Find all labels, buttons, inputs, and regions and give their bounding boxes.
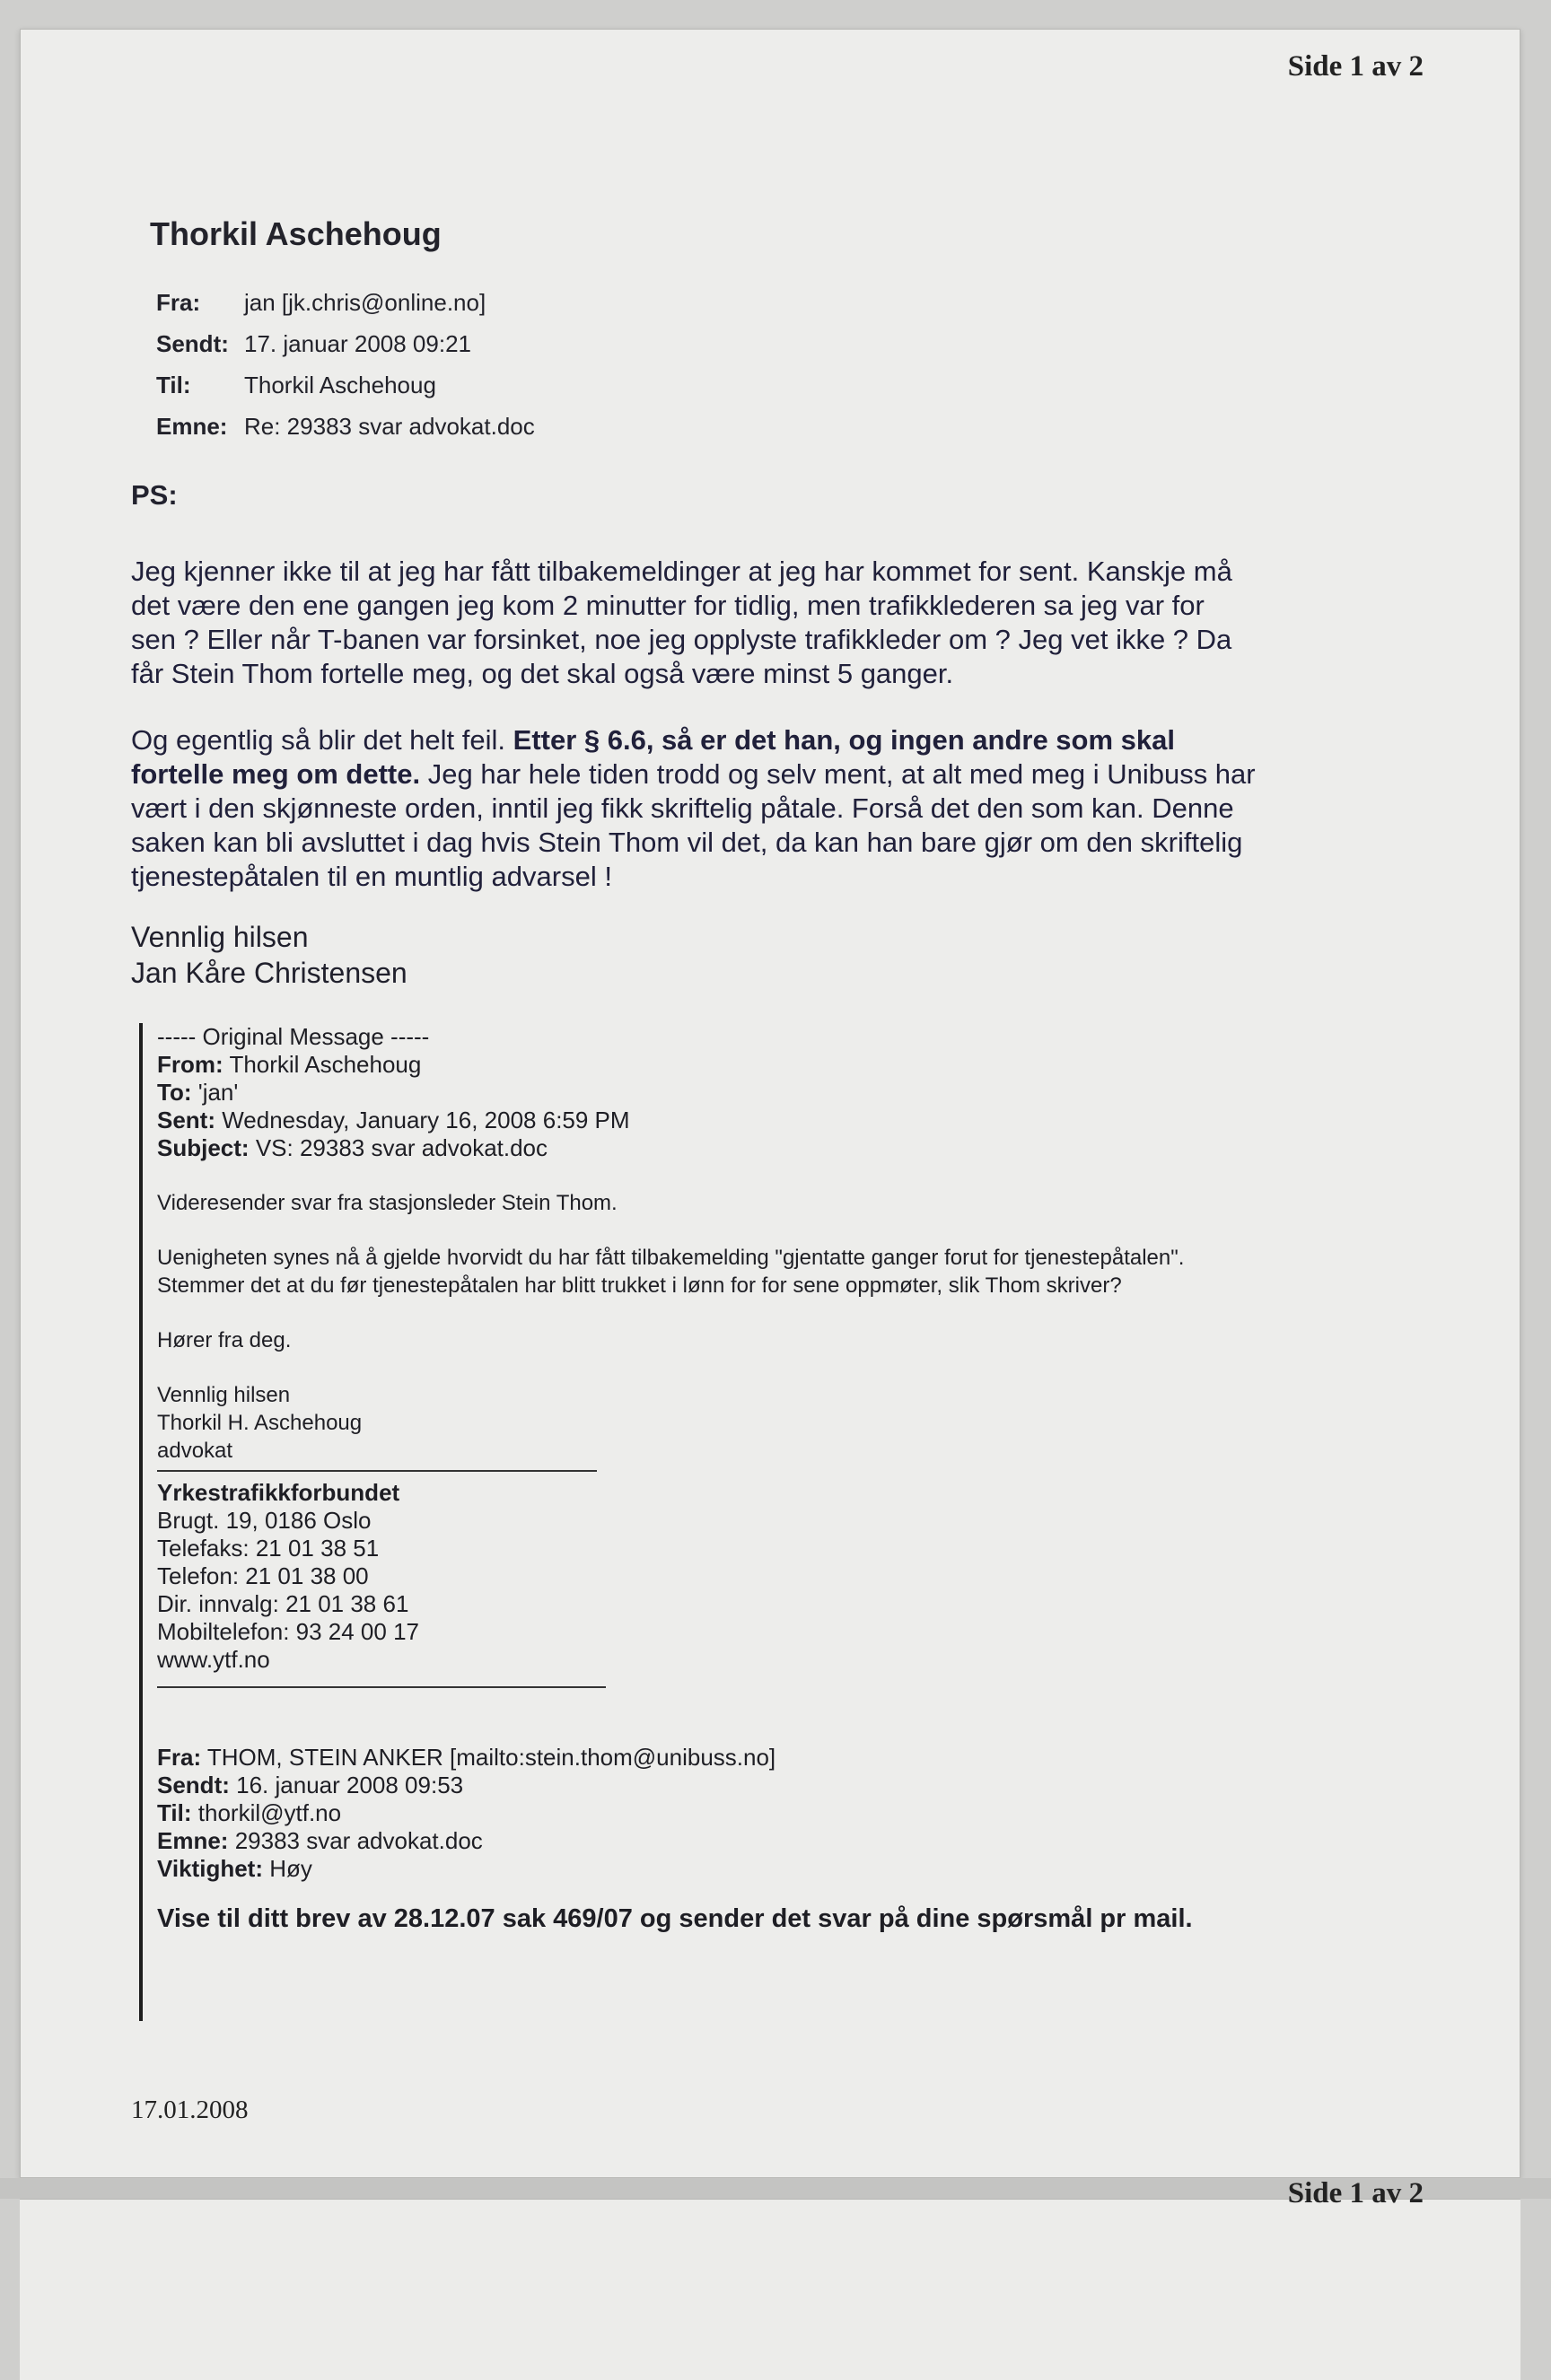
ps-label: PS: — [131, 479, 178, 511]
org-mobile: Mobiltelefon: 93 24 00 17 — [157, 1618, 419, 1645]
header-from — [156, 289, 486, 317]
original-closing: Vennlig hilsen — [157, 1383, 291, 1407]
paragraph-2-line — [131, 757, 1406, 792]
org-address: Brugt. 19, 0186 Oslo — [157, 1507, 372, 1534]
paragraph-1-line: får Stein Thom fortelle meg, og det skal også være minst 5 ganger. — [131, 658, 954, 689]
bold-text-run: Etter § 6.6, så er det han, og ingen andre som skal — [513, 724, 1175, 756]
header-sent-value: 17. januar 2008 09:21 — [244, 330, 471, 357]
forwarded-body: Vise til ditt brev av 28.12.07 sak 469/07 og sender det svar på dine spørsmål pr mail. — [157, 1904, 1193, 1933]
header-subject-value: Re: 29383 svar advokat.doc — [244, 413, 535, 440]
label: Emne: — [157, 1827, 229, 1854]
bold-text-run: fortelle meg om dette. — [131, 758, 421, 790]
forwarded-importance — [157, 1855, 1450, 1883]
label: Viktighet: — [157, 1855, 263, 1882]
value: thorkil@ytf.no — [197, 1799, 342, 1826]
signature-divider — [157, 1470, 597, 1472]
value: THOM, STEIN ANKER [mailto:stein.thom@unibuss.no] — [206, 1744, 776, 1771]
label: From: — [157, 1051, 223, 1078]
label: Til: — [157, 1799, 192, 1826]
closing: Vennlig hilsen — [131, 921, 309, 953]
label: To: — [157, 1079, 192, 1106]
original-from — [157, 1051, 1450, 1079]
original-divider: ----- Original Message ----- — [157, 1023, 430, 1050]
page-indicator: Side 1 av 2 — [1287, 50, 1424, 83]
value: VS: 29383 svar advokat.doc — [255, 1134, 548, 1161]
print-date: 17.01.2008 — [131, 2096, 249, 2124]
original-body-line: Hører fra deg. — [157, 1328, 292, 1352]
label: Subject: — [157, 1134, 250, 1161]
header-to-label: Til: — [156, 372, 191, 398]
forwarded-sent — [157, 1772, 1450, 1799]
signature — [131, 919, 407, 991]
header-to — [156, 372, 436, 399]
original-sent — [157, 1107, 1450, 1134]
paragraph-2 — [131, 723, 1406, 894]
label: Sendt: — [157, 1772, 230, 1798]
value: 29383 svar advokat.doc — [234, 1827, 483, 1854]
org-name — [157, 1479, 1450, 1507]
sender-name: Jan Kåre Christensen — [131, 957, 407, 989]
original-body-line: Uenigheten synes nå å gjelde hvorvidt du har fått tilbakemelding "gjentatte ganger forut for tjenestepåtalen". — [157, 1246, 1185, 1270]
forwarded-from — [157, 1744, 1450, 1772]
original-body-line: Stemmer det at du før tjenestepåtalen har blitt trukket i lønn for for sene oppmøter, slik Thom skriver? — [157, 1273, 1122, 1298]
paragraph-2-line: tjenestepåtalen til en muntlig advarsel ! — [131, 861, 612, 892]
original-subject — [157, 1134, 1450, 1162]
forwarded-to — [157, 1799, 1450, 1827]
value: 'jan' — [197, 1079, 239, 1106]
label: Sent: — [157, 1107, 215, 1133]
org-label: Yrkestrafikkforbundet — [157, 1479, 400, 1506]
text-run: Jeg har hele tiden trodd og selv ment, at alt med meg i Unibuss har — [420, 758, 1256, 790]
value: Wednesday, January 16, 2008 6:59 PM — [222, 1107, 630, 1133]
org-fax: Telefaks: 21 01 38 51 — [157, 1535, 380, 1562]
text-run: Og egentlig så blir det helt feil. — [131, 724, 513, 756]
org-phone: Telefon: 21 01 38 00 — [157, 1562, 369, 1589]
page-indicator-2: Side 1 av 2 — [1287, 2177, 1424, 2209]
value: Thorkil Aschehoug — [229, 1051, 422, 1078]
original-role: advokat — [157, 1439, 233, 1463]
original-name: Thorkil H. Aschehoug — [157, 1411, 363, 1435]
value: Høy — [269, 1855, 312, 1882]
paragraph-1-line: sen ? Eller når T-banen var forsinket, noe jeg opplyste trafikkleder om ? Jeg vet ikke ? Da — [131, 624, 1232, 655]
paragraph-1 — [131, 555, 1406, 691]
printed-page-2 — [20, 2199, 1520, 2380]
document-title: Thorkil Aschehoug — [150, 215, 442, 252]
value: 16. januar 2008 09:53 — [236, 1772, 464, 1798]
org-web: www.ytf.no — [157, 1646, 270, 1673]
header-to-value: Thorkil Aschehoug — [244, 372, 436, 398]
paragraph-1-line: det være den ene gangen jeg kom 2 minutter for tidlig, men trafikklederen sa jeg var for — [131, 590, 1205, 621]
paragraph-2-line — [131, 723, 1406, 757]
original-to — [157, 1079, 1450, 1107]
header-from-value: jan [jk.chris@online.no] — [244, 289, 486, 316]
original-body-line: Videresender svar fra stasjonsleder Stein Thom. — [157, 1191, 618, 1215]
header-subject-label: Emne: — [156, 413, 228, 440]
forwarded-subject — [157, 1827, 1450, 1855]
header-sent-label: Sendt: — [156, 330, 229, 357]
paragraph-2-line: saken kan bli avsluttet i dag hvis Stein Thom vil det, da kan han bare gjør om den skriftelig — [131, 827, 1243, 858]
org-direct: Dir. innvalg: 21 01 38 61 — [157, 1590, 409, 1617]
label: Fra: — [157, 1744, 202, 1771]
paragraph-2-line: vært i den skjønneste orden, inntil jeg fikk skriftelig påtale. Forså det den som kan. Denne — [131, 792, 1234, 824]
header-sent — [156, 330, 471, 358]
quoted-original-message — [139, 1023, 1450, 2021]
header-from-label: Fra: — [156, 289, 201, 316]
header-subject — [156, 413, 535, 441]
paragraph-1-line: Jeg kjenner ikke til at jeg har fått tilbakemeldinger at jeg har kommet for sent. Kanskje må — [131, 556, 1232, 587]
